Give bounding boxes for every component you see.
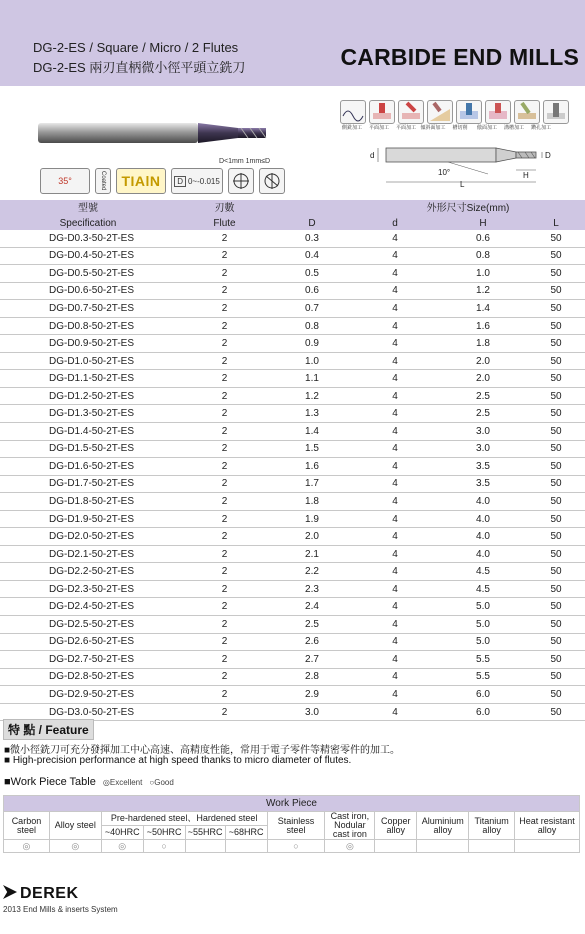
side-milling-icon <box>340 100 366 124</box>
H-cell: 2.5 <box>439 405 527 423</box>
spec-cell: DG-D2.3-50-2T-ES <box>0 580 176 598</box>
L-cell: 50 <box>527 282 585 300</box>
flute-cell: 2 <box>176 370 273 388</box>
flute-cell: 2 <box>176 230 273 247</box>
col-d-header: d <box>351 216 439 230</box>
flute-cell: 2 <box>176 510 273 528</box>
flute-cell: 2 <box>176 265 273 283</box>
hrc-40: ~40HRC <box>101 826 143 840</box>
d-cell: 4 <box>351 458 439 476</box>
helix-angle-icon <box>40 168 90 194</box>
d-cell: 4 <box>351 563 439 581</box>
coating-badge <box>116 168 166 194</box>
D-cell: 2.4 <box>273 598 351 616</box>
spec-cell: DG-D2.6-50-2T-ES <box>0 633 176 651</box>
spec-table-body <box>0 230 585 721</box>
spec-cell: DG-D0.6-50-2T-ES <box>0 282 176 300</box>
flute-cell: 2 <box>176 580 273 598</box>
L-cell: 50 <box>527 387 585 405</box>
D-cell: 2.2 <box>273 563 351 581</box>
mark-alloy: ◎ <box>49 840 101 853</box>
coated-label: Coated <box>95 168 111 194</box>
titanium-header: Titanium alloy <box>469 812 515 840</box>
L-cell: 50 <box>527 265 585 283</box>
mark-carbon: ◎ <box>4 840 50 853</box>
D-cell: 2.6 <box>273 633 351 651</box>
app-label-1: 側銑加工 <box>341 125 362 131</box>
tolerance-icon <box>171 168 223 194</box>
H-cell: 6.0 <box>439 686 527 704</box>
spec-cell: DG-D1.1-50-2T-ES <box>0 370 176 388</box>
brand-name: DEREK <box>20 885 79 902</box>
stainless-header: Stainless steel <box>267 812 325 840</box>
mark-castiron: ◎ <box>325 840 375 853</box>
H-cell: 4.5 <box>439 580 527 598</box>
spec-cell: DG-D2.9-50-2T-ES <box>0 686 176 704</box>
d-cell: 4 <box>351 493 439 511</box>
spec-cell: DG-D2.2-50-2T-ES <box>0 563 176 581</box>
d-cell: 4 <box>351 668 439 686</box>
col-L-header: L <box>527 216 585 230</box>
spec-cell: DG-D1.6-50-2T-ES <box>0 458 176 476</box>
brand-mark-icon <box>3 885 17 899</box>
flute-cell: 2 <box>176 317 273 335</box>
flute-cell: 2 <box>176 423 273 441</box>
H-cell: 4.5 <box>439 563 527 581</box>
mark-hrc50: ○ <box>143 840 185 853</box>
d-cell: 4 <box>351 370 439 388</box>
L-cell: 50 <box>527 563 585 581</box>
feature-label: 特 點 / Feature <box>3 719 94 740</box>
L-cell: 50 <box>527 423 585 441</box>
alloy-steel-header: Alloy steel <box>49 812 101 840</box>
table-row <box>0 458 585 476</box>
table-row <box>0 563 585 581</box>
H-cell: 2.0 <box>439 370 527 388</box>
table-row <box>0 335 585 353</box>
H-cell: 0.6 <box>439 230 527 247</box>
table-row <box>0 668 585 686</box>
flute-cell: 2 <box>176 563 273 581</box>
spec-cell: DG-D2.1-50-2T-ES <box>0 545 176 563</box>
heat-resistant-header: Heat resistant alloy <box>515 812 580 840</box>
d-cell: 4 <box>351 510 439 528</box>
end-mill-image <box>38 118 308 148</box>
d-cell: 4 <box>351 265 439 283</box>
diagram-L-label: L <box>460 180 465 188</box>
app-label-5: 槽切削 <box>452 125 468 131</box>
table-row <box>0 282 585 300</box>
copper-header: Copper alloy <box>375 812 417 840</box>
col-H-header: H <box>439 216 527 230</box>
L-cell: 50 <box>527 370 585 388</box>
H-cell: 5.0 <box>439 616 527 634</box>
legend-good: ○Good <box>149 778 174 787</box>
face-milling-2-icon <box>398 100 424 124</box>
d-cell: 4 <box>351 335 439 353</box>
spec-cell: DG-D1.4-50-2T-ES <box>0 423 176 441</box>
d-cell: 4 <box>351 247 439 265</box>
d-cell: 4 <box>351 352 439 370</box>
diameter-note: D<1mm 1mm≤D <box>219 158 271 165</box>
L-cell: 50 <box>527 668 585 686</box>
groove-milling-icon <box>514 100 540 124</box>
app-label-8: 鑽孔加工 <box>530 125 551 131</box>
work-piece-table-title <box>4 776 174 788</box>
cast-iron-header: Cast iron, Nodular cast iron <box>325 812 375 840</box>
D-cell: 1.4 <box>273 423 351 441</box>
d-cell: 4 <box>351 405 439 423</box>
runout-icon-small <box>228 168 254 194</box>
flute-cell: 2 <box>176 545 273 563</box>
work-piece-title: ■Work Piece Table <box>4 776 96 788</box>
H-cell: 5.5 <box>439 668 527 686</box>
spec-cell: DG-D3.0-50-2T-ES <box>0 703 176 721</box>
d-cell: 4 <box>351 300 439 318</box>
L-cell: 50 <box>527 686 585 704</box>
runout-icon-large <box>259 168 285 194</box>
D-cell: 1.9 <box>273 510 351 528</box>
flute-cell: 2 <box>176 475 273 493</box>
table-row <box>0 247 585 265</box>
table-row <box>0 528 585 546</box>
d-cell: 4 <box>351 616 439 634</box>
drilling-icon <box>543 100 569 124</box>
D-cell: 1.0 <box>273 352 351 370</box>
feature-text-en: ■ High-precision performance at high speed thanks to micro diameter of flutes. <box>4 755 352 766</box>
H-cell: 1.8 <box>439 335 527 353</box>
work-piece-header: Work Piece <box>4 796 580 812</box>
D-cell: 2.3 <box>273 580 351 598</box>
D-cell: 1.8 <box>273 493 351 511</box>
mark-hrc55 <box>185 840 225 853</box>
diagram-D-label: D <box>545 151 551 160</box>
app-label-6: 倣面加工 <box>476 125 497 131</box>
spec-cell: DG-D0.4-50-2T-ES <box>0 247 176 265</box>
table-row <box>0 230 585 247</box>
app-label-3: 平面加工 <box>395 125 416 131</box>
spec-cell: DG-D2.7-50-2T-ES <box>0 651 176 669</box>
flute-cell: 2 <box>176 703 273 721</box>
d-cell: 4 <box>351 230 439 247</box>
hrc-68: ~68HRC <box>225 826 267 840</box>
flute-cell: 2 <box>176 668 273 686</box>
series-title-en: DG-2-ES / Square / Micro / 2 Flutes <box>33 40 239 55</box>
H-cell: 2.0 <box>439 352 527 370</box>
series-title-zh: DG-2-ES 兩刃直柄微小徑平頭立銑刀 <box>33 60 246 75</box>
table-row <box>0 370 585 388</box>
H-cell: 3.0 <box>439 423 527 441</box>
flute-cell: 2 <box>176 282 273 300</box>
d-cell: 4 <box>351 580 439 598</box>
H-cell: 1.6 <box>439 317 527 335</box>
H-cell: 5.0 <box>439 633 527 651</box>
D-cell: 1.6 <box>273 458 351 476</box>
spec-header-en: Specification <box>0 216 176 230</box>
flute-cell: 2 <box>176 440 273 458</box>
spec-cell: DG-D1.0-50-2T-ES <box>0 352 176 370</box>
d-cell: 4 <box>351 475 439 493</box>
spec-cell: DG-D2.4-50-2T-ES <box>0 598 176 616</box>
flute-cell: 2 <box>176 300 273 318</box>
table-row <box>0 598 585 616</box>
D-cell: 0.5 <box>273 265 351 283</box>
L-cell: 50 <box>527 352 585 370</box>
L-cell: 50 <box>527 335 585 353</box>
H-cell: 1.4 <box>439 300 527 318</box>
feature-text-zh: ■微小徑銑刀可充分發揮加工中心高速、高精度性能，常用于電子零件等精密零件的加工。 <box>4 745 401 756</box>
mark-hrc68 <box>225 840 267 853</box>
helix-angle-value: 35° <box>58 176 72 186</box>
L-cell: 50 <box>527 440 585 458</box>
flute-cell: 2 <box>176 405 273 423</box>
flute-cell: 2 <box>176 651 273 669</box>
hrc-50: ~50HRC <box>143 826 185 840</box>
spec-cell: DG-D0.5-50-2T-ES <box>0 265 176 283</box>
table-row <box>0 265 585 283</box>
spec-cell: DG-D1.7-50-2T-ES <box>0 475 176 493</box>
d-cell: 4 <box>351 651 439 669</box>
header-band <box>0 0 585 86</box>
table-row <box>0 475 585 493</box>
D-cell: 2.7 <box>273 651 351 669</box>
table-row <box>0 352 585 370</box>
spec-cell: DG-D1.2-50-2T-ES <box>0 387 176 405</box>
mark-stainless: ○ <box>267 840 325 853</box>
flute-cell: 2 <box>176 352 273 370</box>
L-cell: 50 <box>527 475 585 493</box>
prehardened-header: Pre-hardened steel、Hardened steel <box>101 812 267 826</box>
profile-milling-icon <box>485 100 511 124</box>
L-cell: 50 <box>527 616 585 634</box>
carbon-steel-header: Carbon steel <box>4 812 50 840</box>
aluminium-header: Aluminium alloy <box>417 812 469 840</box>
L-cell: 50 <box>527 510 585 528</box>
d-cell: 4 <box>351 545 439 563</box>
table-row <box>0 616 585 634</box>
spec-cell: DG-D0.3-50-2T-ES <box>0 230 176 247</box>
table-row <box>0 510 585 528</box>
H-cell: 4.0 <box>439 528 527 546</box>
table-row <box>0 440 585 458</box>
spec-header-zh: 型號 <box>0 200 176 216</box>
diagram-H-label: H <box>523 171 529 180</box>
H-cell: 2.5 <box>439 387 527 405</box>
slotting-icon <box>456 100 482 124</box>
D-cell: 0.4 <box>273 247 351 265</box>
L-cell: 50 <box>527 580 585 598</box>
brand-tagline: 2013 End Mills & inserts System <box>3 905 118 914</box>
flute-cell: 2 <box>176 633 273 651</box>
H-cell: 6.0 <box>439 703 527 721</box>
spec-cell: DG-D1.5-50-2T-ES <box>0 440 176 458</box>
D-cell: 2.8 <box>273 668 351 686</box>
flute-cell: 2 <box>176 686 273 704</box>
table-row <box>0 545 585 563</box>
H-cell: 0.8 <box>439 247 527 265</box>
legend-excellent: ◎Excellent <box>102 778 143 787</box>
app-label-2: 平面加工 <box>368 125 389 131</box>
d-cell: 4 <box>351 423 439 441</box>
diagram-d-label: d <box>370 151 375 160</box>
table-row <box>0 580 585 598</box>
flute-header-en: Flute <box>176 216 273 230</box>
D-cell: 2.0 <box>273 528 351 546</box>
L-cell: 50 <box>527 230 585 247</box>
D-cell: 3.0 <box>273 703 351 721</box>
flute-cell: 2 <box>176 616 273 634</box>
flute-header-zh: 刃數 <box>176 200 273 216</box>
flute-cell: 2 <box>176 335 273 353</box>
table-row <box>0 423 585 441</box>
spec-cell: DG-D1.8-50-2T-ES <box>0 493 176 511</box>
page-title: CARBIDE END MILLS <box>340 44 579 70</box>
flute-cell: 2 <box>176 247 273 265</box>
H-cell: 1.2 <box>439 282 527 300</box>
d-cell: 4 <box>351 686 439 704</box>
L-cell: 50 <box>527 493 585 511</box>
spec-cell: DG-D1.3-50-2T-ES <box>0 405 176 423</box>
mark-heat <box>515 840 580 853</box>
face-milling-icon <box>369 100 395 124</box>
L-cell: 50 <box>527 545 585 563</box>
H-cell: 5.5 <box>439 651 527 669</box>
D-cell: 2.5 <box>273 616 351 634</box>
L-cell: 50 <box>527 300 585 318</box>
diagram-angle-label: 10° <box>438 168 451 177</box>
spec-cell: DG-D0.7-50-2T-ES <box>0 300 176 318</box>
d-cell: 4 <box>351 703 439 721</box>
d-cell: 4 <box>351 317 439 335</box>
L-cell: 50 <box>527 317 585 335</box>
D-cell: 0.3 <box>273 230 351 247</box>
D-cell: 1.3 <box>273 405 351 423</box>
work-piece-table <box>3 795 580 853</box>
flute-cell: 2 <box>176 598 273 616</box>
d-cell: 4 <box>351 387 439 405</box>
d-cell: 4 <box>351 282 439 300</box>
d-cell: 4 <box>351 633 439 651</box>
D-cell: 1.2 <box>273 387 351 405</box>
D-cell: 1.5 <box>273 440 351 458</box>
D-cell: 1.1 <box>273 370 351 388</box>
H-cell: 4.0 <box>439 510 527 528</box>
app-label-4: 傾斜面加工 <box>420 125 446 131</box>
flute-cell: 2 <box>176 528 273 546</box>
mark-hrc40: ◎ <box>101 840 143 853</box>
spec-cell: DG-D2.5-50-2T-ES <box>0 616 176 634</box>
D-cell: 0.8 <box>273 317 351 335</box>
D-cell: 2.1 <box>273 545 351 563</box>
size-header: 外形尺寸Size(mm) <box>351 200 585 216</box>
mark-titanium <box>469 840 515 853</box>
mark-copper <box>375 840 417 853</box>
table-row <box>0 686 585 704</box>
brand-logo <box>3 885 79 903</box>
L-cell: 50 <box>527 703 585 721</box>
table-row <box>0 405 585 423</box>
col-D-header: D <box>273 216 351 230</box>
table-row <box>0 387 585 405</box>
application-icons <box>340 100 569 124</box>
table-row <box>0 300 585 318</box>
L-cell: 50 <box>527 458 585 476</box>
L-cell: 50 <box>527 598 585 616</box>
property-icons <box>40 168 285 194</box>
dimension-diagram <box>368 140 554 188</box>
L-cell: 50 <box>527 651 585 669</box>
app-label-7: 溝槽加工 <box>503 125 524 131</box>
spec-cell: DG-D0.9-50-2T-ES <box>0 335 176 353</box>
incline-milling-icon <box>427 100 453 124</box>
H-cell: 1.0 <box>439 265 527 283</box>
D-cell: 1.7 <box>273 475 351 493</box>
H-cell: 3.0 <box>439 440 527 458</box>
L-cell: 50 <box>527 405 585 423</box>
d-cell: 4 <box>351 528 439 546</box>
D-cell: 2.9 <box>273 686 351 704</box>
flute-cell: 2 <box>176 458 273 476</box>
L-cell: 50 <box>527 633 585 651</box>
spec-cell: DG-D2.0-50-2T-ES <box>0 528 176 546</box>
d-cell: 4 <box>351 440 439 458</box>
D-cell: 0.6 <box>273 282 351 300</box>
spec-cell: DG-D1.9-50-2T-ES <box>0 510 176 528</box>
table-row <box>0 633 585 651</box>
D-cell: 0.7 <box>273 300 351 318</box>
L-cell: 50 <box>527 528 585 546</box>
H-cell: 3.5 <box>439 458 527 476</box>
H-cell: 4.0 <box>439 545 527 563</box>
H-cell: 3.5 <box>439 475 527 493</box>
tolerance-d-symbol: D <box>174 176 186 187</box>
table-row <box>0 651 585 669</box>
L-cell: 50 <box>527 247 585 265</box>
d-cell: 4 <box>351 598 439 616</box>
D-cell: 0.9 <box>273 335 351 353</box>
tolerance-value: 0~-0.015 <box>187 176 220 186</box>
H-cell: 4.0 <box>439 493 527 511</box>
spec-table <box>0 200 585 721</box>
mark-aluminium <box>417 840 469 853</box>
coating-name: TIAlN <box>121 173 161 189</box>
hrc-55: ~55HRC <box>185 826 225 840</box>
flute-cell: 2 <box>176 493 273 511</box>
H-cell: 5.0 <box>439 598 527 616</box>
spec-cell: DG-D2.8-50-2T-ES <box>0 668 176 686</box>
table-row <box>0 317 585 335</box>
spec-cell: DG-D0.8-50-2T-ES <box>0 317 176 335</box>
table-row <box>0 493 585 511</box>
flute-cell: 2 <box>176 387 273 405</box>
